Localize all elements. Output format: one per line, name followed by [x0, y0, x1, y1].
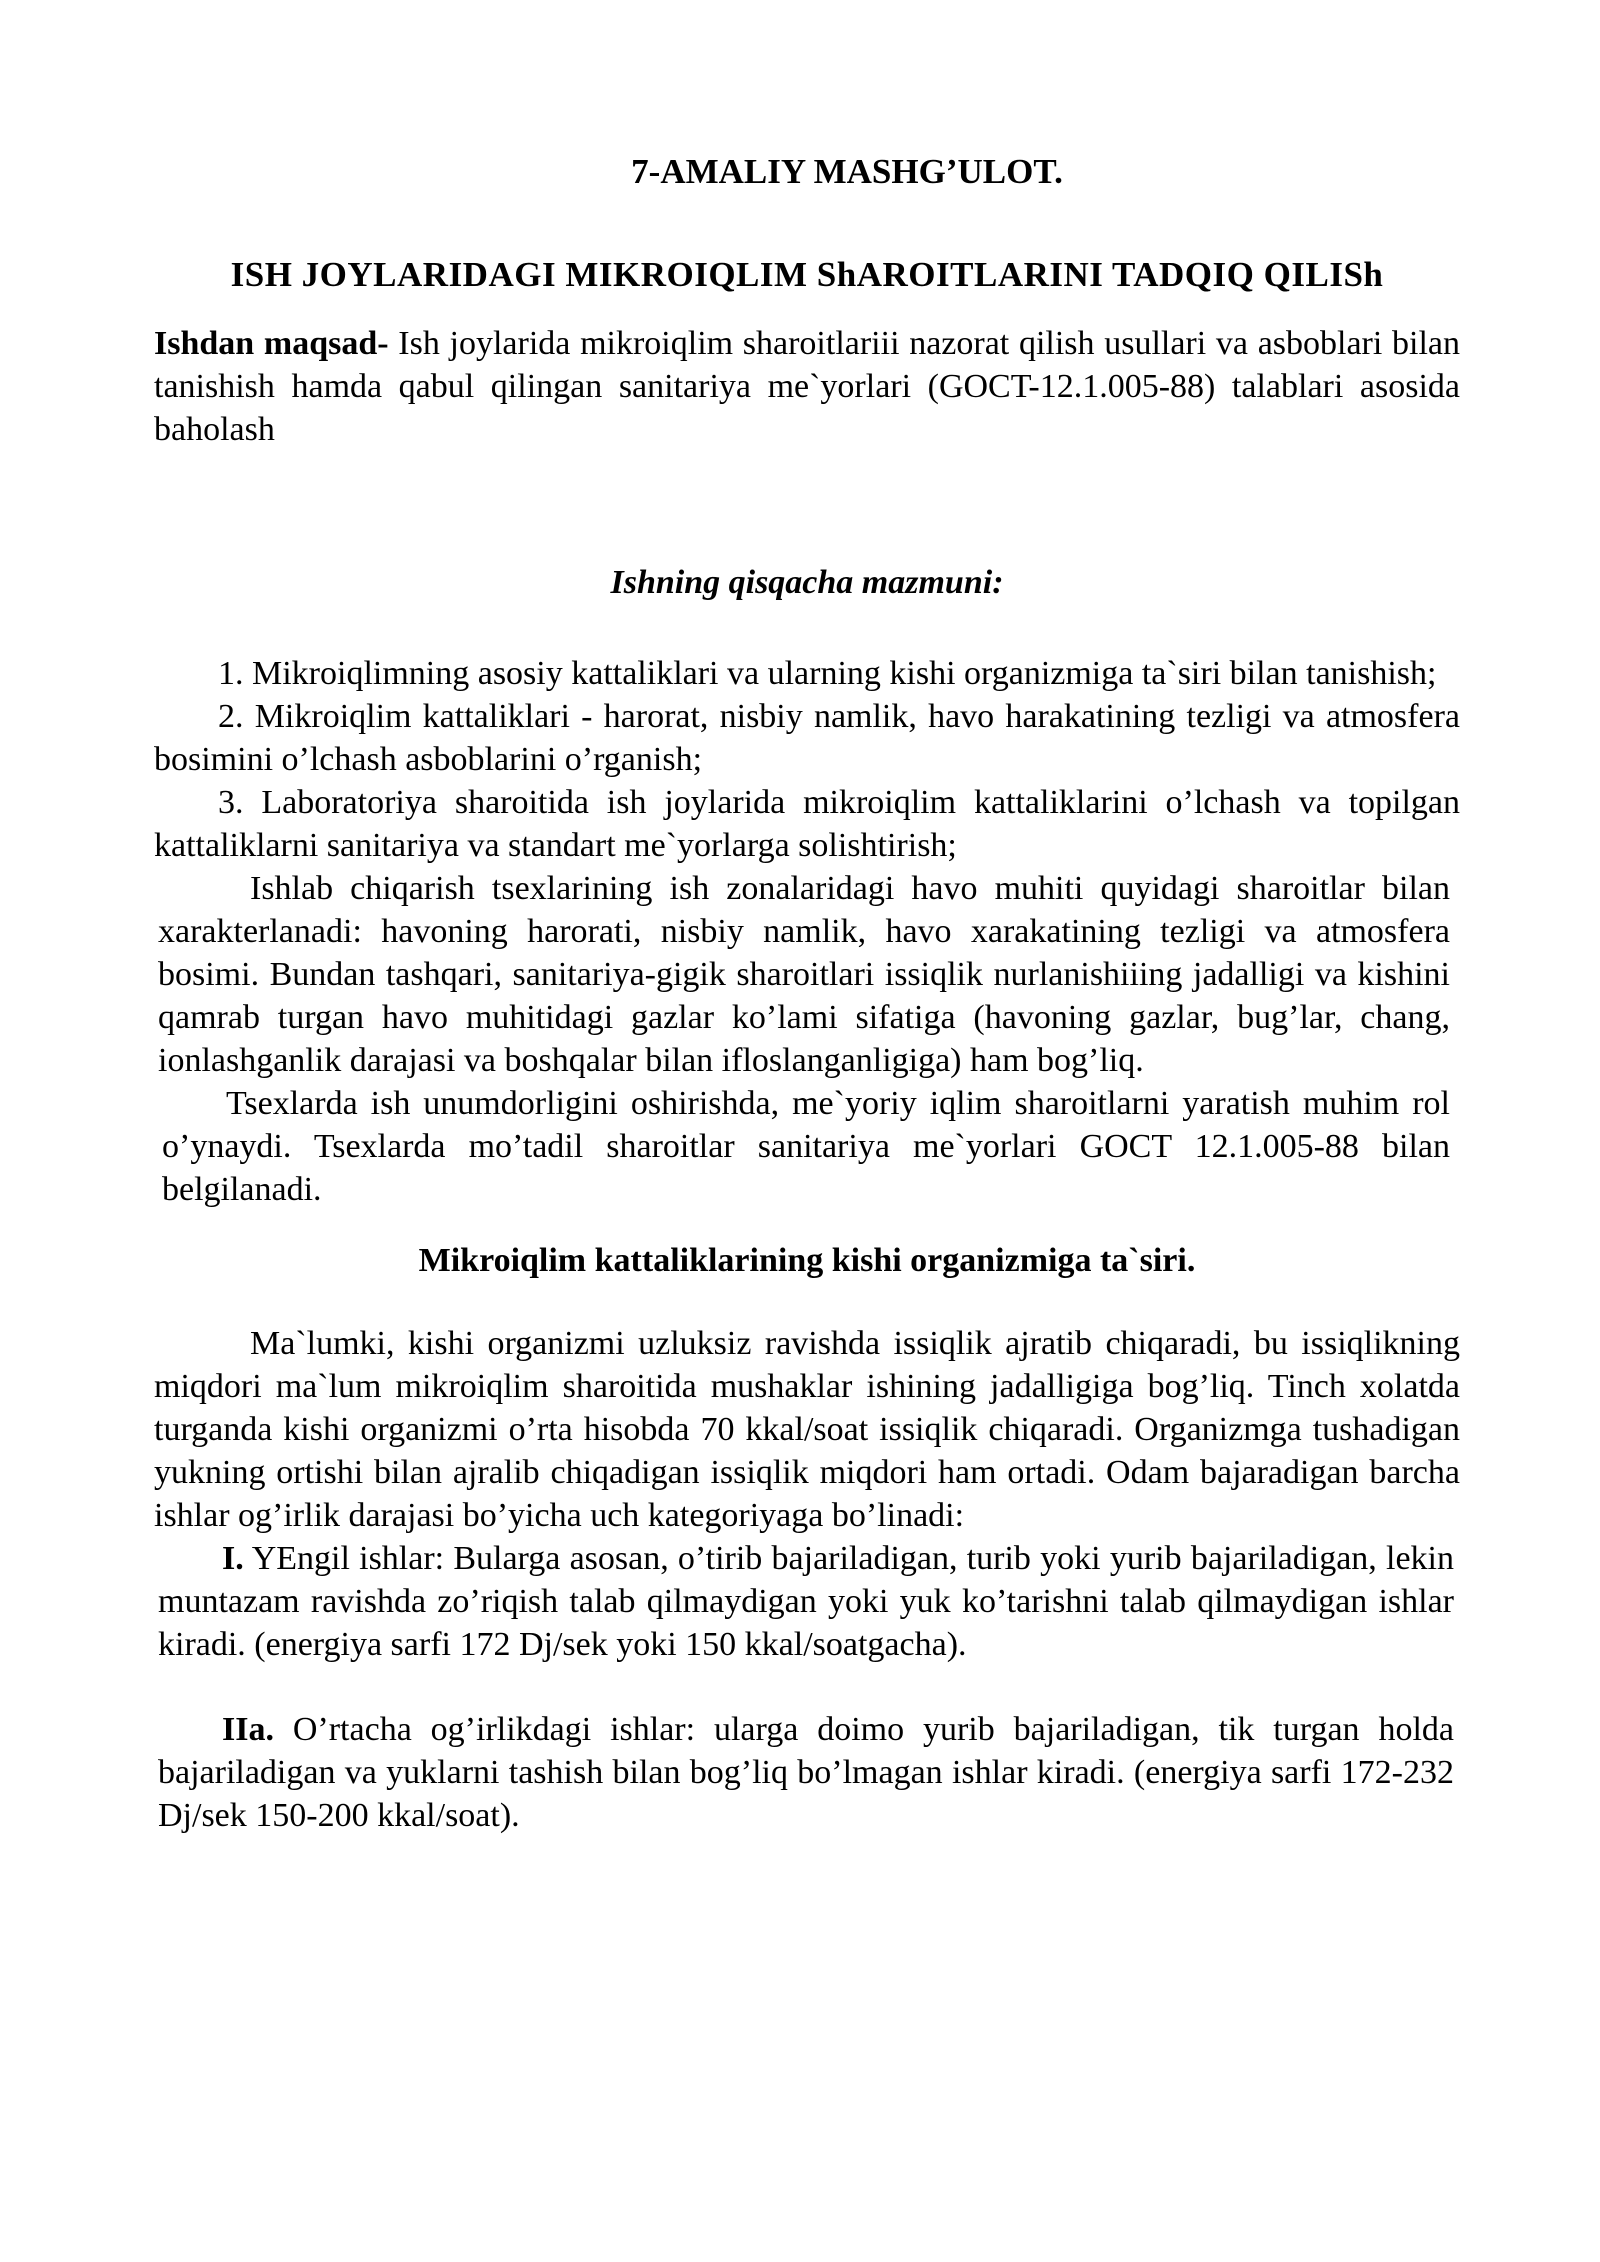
goal-text: Ish joylarida mikroiqlim sharoitlariii nazorat qilish usullari va asboblari bilan tanishish hamda qabul qilingan sanitariya me`yorlari (GOCT-12.1.005-88) talablari asosida baholash	[154, 325, 1460, 448]
category-i-number: I.	[222, 1540, 244, 1577]
category-iia	[154, 1708, 1460, 1837]
goal-paragraph	[154, 322, 1460, 451]
category-i	[154, 1537, 1460, 1666]
goal-label: Ishdan maqsad-	[154, 325, 389, 362]
summary-title: Ishning qisqacha mazmuni:	[610, 564, 1004, 601]
summary-paragraph-2: Tsexlarda ish unumdorligini oshirishda, me`yoriy iqlim sharoitlarni yaratish muhim rol o’ynaydi. Tsexlarda mo’tadil sharoitlar sanitariya me`yorlari GOCT 12.1.005-88 bilan belgilanadi.	[162, 1085, 1450, 1208]
effects-intro: Ma`lumki, kishi organizmi uzluksiz ravishda issiqlik ajratib chiqaradi, bu issiqlikning miqdori ma`lum mikroiqlim sharoitida mushaklar ishining jadalligiga bog’liq. Tinch xolatda turganda kishi organizmi o’rta hisobda 70 kkal/soat issiqlik chiqaradi. Organizmga tushadigan yukning ortishi bilan ajralib chiqadigan issiqlik miqdori ham ortadi. Odam bajaradigan barcha ishlar og’irlik darajasi bo’yicha uch kategoriyaga bo’linadi:	[154, 1325, 1460, 1534]
document-page	[154, 150, 1460, 1837]
category-iia-number: IIa.	[222, 1711, 274, 1748]
summary-item-3: 3. Laboratoriya sharoitida ish joylarida mikroiqlim kattaliklarini o’lchash va topilgan kattaliklarni sanitariya va standart me`yorlarga solishtirish;	[154, 784, 1460, 864]
summary-item-1: 1. Mikroiqlimning asosiy kattaliklari va ularning kishi organizmiga ta`siri bilan tanishish;	[218, 655, 1437, 692]
main-title: ISH JOYLARIDAGI MIKROIQLIM ShAROITLARINI TADQIQ QILISh	[230, 255, 1384, 294]
summary-paragraph-1: Ishlab chiqarish tsexlarining ish zonalaridagi havo muhiti quyidagi sharoitlar bilan xarakterlanadi: havoning harorati, nisbiy namlik, havo xarakatining tezligi va atmosfera bosimi. Bundan tashqari, sanitariya-gigik sharoitlari issiqlik nurlanishiiing jadalligi va kishini qamrab turgan havo muhitidagi gazlar ko’lami sifatiga (havoning gazlar, bug’lar, chang, ionlashganlik darajasi va boshqalar bilan ifloslanganligiga) ham bog’liq.	[158, 870, 1450, 1079]
summary-item-2: 2. Mikroiqlim kattaliklari - harorat, nisbiy namlik, havo harakatining tezligi va atmosfera bosimini o’lchash asboblarini o’rganish;	[154, 698, 1460, 778]
category-iia-text: O’rtacha og’irlikdagi ishlar: ularga doimo yurib bajariladigan, tik turgan holda bajariladigan va yuklarni tashish bilan bog’liq bo’lmagan ishlar kiradi. (energiya sarfi 172-232 Dj/sek 150-200 kkal/soat).	[158, 1711, 1454, 1834]
category-i-text: YEngil ishlar: Bularga asosan, o’tirib bajariladigan, turib yoki yurib bajariladigan, lekin muntazam ravishda zo’riqish talab qilmaydigan yoki yuk ko’tarishni talab qilmaydigan ishlar kiradi. (energiya sarfi 172 Dj/sek yoki 150 kkal/soatgacha).	[158, 1540, 1454, 1663]
effects-title: Mikroiqlim kattaliklarining kishi organizmiga ta`siri.	[418, 1242, 1196, 1279]
lesson-title: 7-AMALIY MASHG’ULOT.	[631, 152, 1063, 191]
